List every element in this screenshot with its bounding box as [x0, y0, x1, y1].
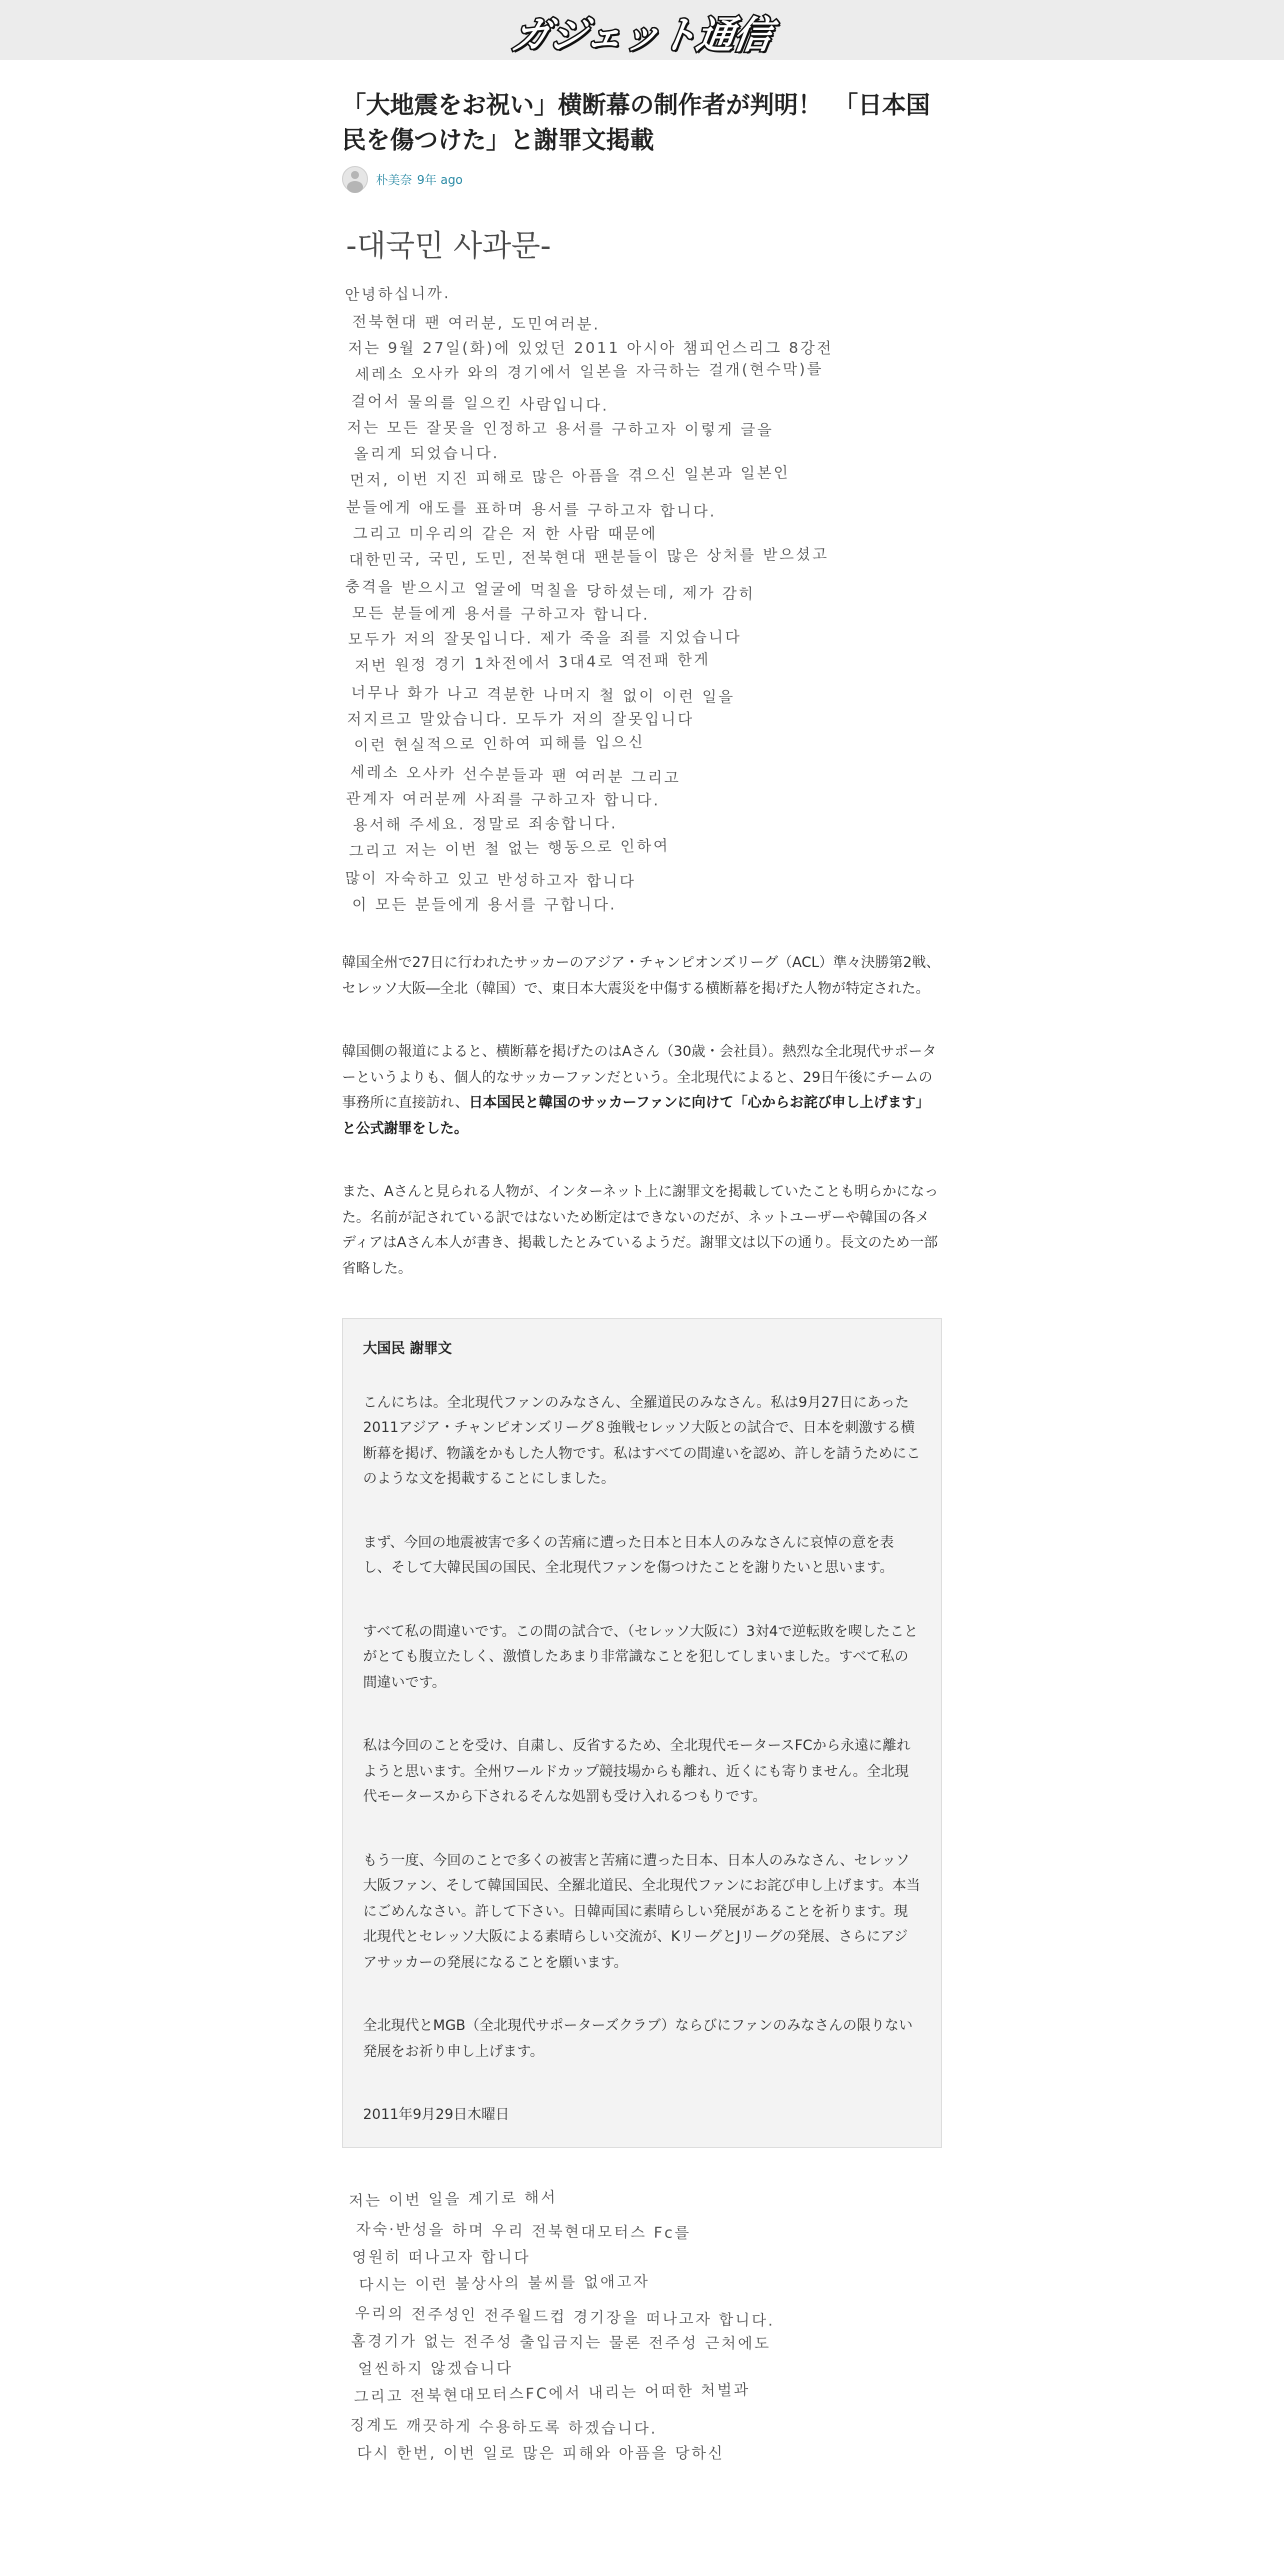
apology-paragraph-3: すべて私の間違いです。この間の試合で、（セレッソ大阪に）3対4で逆転敗を喫したことがとても腹立たしく、激憤したあまり非常識なことを犯してしまいました。すべて私の間違いです。 — [363, 1623, 918, 1691]
apology-paragraph-2: まず、今回の地震被害で多くの苦痛に遭った日本と日本人のみなさんに哀悼の意を表し、そして大韓民国の国民、全北現代ファンを傷つけたことを謝りたいと思います。 — [363, 1534, 894, 1576]
handwritten-line: 모두가 저의 잘못입니다. 제가 죽을 죄를 지었습니다 — [347, 628, 742, 649]
handwritten-line: 다시는 이런 불상사의 불씨를 없애고자 — [358, 2271, 650, 2294]
apology-blockquote — [342, 1318, 942, 2148]
site-logo[interactable]: ガジェット通信 — [509, 12, 774, 57]
handwritten-line: 많이 자숙하고 있고 반성하고자 합니다 — [344, 869, 637, 891]
apology-paragraph-5: もう一度、今回のことで多くの被害と苦痛に遭った日本、日本人のみなさん、セレッソ大阪ファン、そして韓国国民、全羅北道民、全北現代ファンにお詫び申し上げます。本当にごめんなさい。許して下さい。日韓両国に素晴らしい発展があることを祈ります。現北現代とセレッソ大阪による素晴らしい交流が、KリーグとJリーグの発展、さらにアジアサッカーの発展になることを願います。 — [363, 1852, 921, 1971]
handwritten-letter-2-svg — [342, 2178, 942, 2478]
handwritten-line: 저는 9월 27일(화)에 있었던 2011 아시아 챔피언스리그 8강전 — [348, 339, 834, 357]
site-header — [0, 0, 1284, 60]
letter-2-lines — [349, 2188, 775, 2462]
handwritten-line: 그리고 미우리의 같은 저 한 사람 때문에 — [353, 524, 658, 543]
handwritten-line: 홈경기가 없는 전주성 출입금지는 물론 전주성 근처에도 — [350, 2331, 771, 2353]
author-avatar[interactable] — [342, 166, 368, 192]
paragraph-2-emphasis: 日本国民と韓国のサッカーファンに向けて「心からお詫び申し上げます」と公式謝罪をした。 — [342, 1095, 930, 1137]
handwritten-line: 이런 현실적으로 인하여 피해를 입으신 — [353, 732, 645, 755]
letter-lines — [345, 284, 833, 913]
article-title: 「大地震をお祝い」横断幕の制作者が判明！ 「日本国民を傷つけた」と謝罪文掲載 — [342, 91, 930, 154]
handwritten-line: 안녕하십니까. — [344, 284, 451, 304]
handwritten-line: 세레소 오사카 와의 경기에서 일본을 자극하는 걸개(현수막)를 — [354, 359, 824, 384]
handwritten-line: 관계자 여러분께 사죄를 구하고자 합니다. — [345, 789, 661, 810]
handwritten-line: 저는 이번 일을 계기로 해서 — [348, 2187, 558, 2210]
handwritten-line: 분들에게 애도를 표하며 용서를 구하고자 합니다. — [345, 498, 717, 521]
handwritten-line: 얼씬하지 않겠습니다 — [357, 2358, 514, 2378]
handwritten-line: 올리게 되었습니다. — [353, 444, 500, 463]
handwritten-line: 충격을 받으시고 얼굴에 먹칠을 당하셨는데, 제가 감히 — [344, 577, 756, 604]
handwritten-line: 징계도 깨끗하게 수용하도록 하겠습니다. — [349, 2415, 658, 2438]
paragraph-2-text: 韓国側の報道によると、横断幕を掲げたのはAさん（30歳・会社員）。熱烈な全北現代サポーターというよりも、個人的なサッカーファンだという。全北現代によると、29日午後にチームの事務所に直接訪れ、 — [342, 1044, 937, 1111]
apology-paragraph-1: こんにちは。全北現代ファンのみなさん、全羅道民のみなさん。私は9月27日にあった2011アジア・チャンピオンズリーグ８強戦セレッソ大阪との試合で、日本を刺激する横断幕を掲げ、物議をかもした人物です。私はすべての間違いを認め、許しを請うためにこのような文を掲載することにしました。 — [363, 1394, 921, 1487]
article-meta — [342, 166, 942, 192]
apology-heading: 大国民 謝罪文 — [363, 1341, 452, 1357]
handwritten-line: 대한민국, 국민, 도민, 전북현대 팬분들이 많은 상처를 받으셨고 — [348, 545, 829, 569]
apology-date: 2011年9月29日木曜日 — [363, 2107, 510, 2123]
paragraph-1: 韓国全州で27日に行われたサッカーのアジア・チャンピオンズリーグ（ACL）準々決勝第2戦、セレッソ大阪―全北（韓国）で、東日本大震災を中傷する横断幕を掲げた人物が特定された。 — [342, 955, 940, 997]
handwritten-line: 용서해 주세요. 정말로 죄송합니다. — [352, 814, 618, 834]
article — [342, 60, 942, 2478]
handwritten-line: 이 모든 분들에게 용서를 구합니다. — [352, 895, 617, 914]
handwritten-line: 영원히 떠나고자 합니다 — [352, 2247, 531, 2266]
handwritten-line: 모든 분들에게 용서를 구하고자 합니다. — [351, 604, 650, 624]
handwritten-line: 저지르고 말았습니다. 모두가 저의 잘못입니다 — [347, 710, 695, 728]
handwritten-line: 전북현대 팬 여러분, 도민여러분. — [351, 312, 601, 334]
handwritten-letter-image — [342, 212, 942, 914]
author-name[interactable]: 朴美奈 — [376, 172, 413, 187]
handwritten-line: 세레소 오사카 선수분들과 팬 여러분 그리고 — [349, 763, 681, 788]
handwritten-line: 그리고 전북현대모터스FC에서 내리는 어떠한 처벌과 — [353, 2380, 751, 2406]
handwritten-line: 저는 모든 잘못을 인정하고 용서를 구하고자 이렇게 글을 — [346, 418, 774, 440]
handwritten-line: 그리고 저는 이번 철 없는 행동으로 인하여 — [348, 836, 670, 861]
apology-paragraph-4: 私は今回のことを受け、自粛し、反省するため、全北現代モータースFCから永遠に離れようと思います。全州ワールドカップ競技場からも離れ、近くにも寄りません。全北現代モータースから下されるそんな処罰も受け入れるつもりです。 — [363, 1738, 911, 1805]
handwritten-letter-svg — [342, 212, 942, 914]
paragraph-2 — [342, 1040, 942, 1142]
handwritten-line: 저번 원정 경기 1차전에서 3대4로 역전패 한게 — [354, 650, 711, 675]
handwritten-line: 너무나 화가 나고 격분한 나머지 철 없이 이런 일을 — [350, 683, 736, 707]
handwritten-line: 걸어서 물의를 일으킨 사람입니다. — [350, 392, 610, 415]
handwritten-line: 자숙·반성을 하며 우리 전북현대모터스 Fc를 — [355, 2219, 692, 2242]
apology-paragraph-6: 全北現代とMGB（全北現代サポーターズクラブ）ならびにファンのみなさんの限りない発展をお祈り申し上げます。 — [363, 2018, 913, 2060]
article-body — [342, 951, 942, 1282]
handwritten-letter-image-2 — [342, 2178, 942, 2478]
handwritten-line: 우리의 전주성인 전주월드컵 경기장을 떠나고자 합니다. — [354, 2303, 776, 2330]
handwritten-line: 먼저, 이번 지진 피해로 많은 아픔을 겪으신 일본과 일본인 — [349, 463, 791, 490]
letter-heading: -대국민 사과문- — [346, 229, 552, 264]
post-date: 9年 ago — [417, 172, 463, 187]
paragraph-3: また、Aさんと見られる人物が、インターネット上に謝罪文を掲載していたことも明らかになった。名前が記されている訳ではないため断定はできないのだが、ネットユーザーや韓国の各メディアはAさん本人が書き、掲載したとみているようだ。謝罪文は以下の通り。長文のため一部省略した。 — [342, 1184, 939, 1277]
handwritten-line: 다시 한번, 이번 일로 많은 피해와 아픔을 당하신 — [357, 2443, 725, 2462]
